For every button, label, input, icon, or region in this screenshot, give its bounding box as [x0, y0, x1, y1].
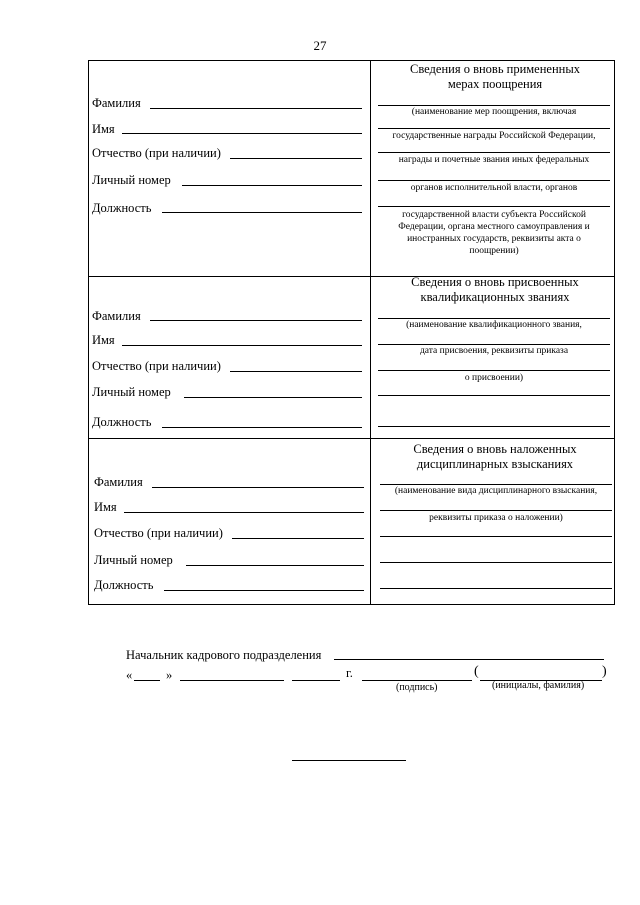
position-field[interactable]	[162, 427, 362, 428]
day-field[interactable]	[134, 680, 160, 681]
note-line: дата присвоения, реквизиты приказа	[419, 346, 569, 356]
entry-line[interactable]	[380, 510, 612, 511]
entry-line[interactable]	[378, 180, 610, 181]
entry-line[interactable]	[378, 318, 610, 319]
entry-line[interactable]	[378, 370, 610, 371]
section-title: Сведения о вновь примененных мерах поощрения	[409, 62, 580, 91]
entry-line[interactable]	[378, 344, 610, 345]
quote-close: »	[166, 668, 173, 682]
month-field[interactable]	[180, 680, 284, 681]
entry-line[interactable]	[378, 426, 610, 427]
head-label: Начальник кадрового подразделения	[126, 648, 322, 662]
personal-number-label: Личный номер	[92, 173, 171, 187]
surname-field[interactable]	[150, 320, 362, 321]
name-field[interactable]	[122, 345, 362, 346]
entry-line[interactable]	[378, 152, 610, 153]
patronymic-field[interactable]	[230, 158, 362, 159]
personal-number-field[interactable]	[182, 185, 362, 186]
section-title: Сведения о вновь наложенных дисциплинарных взысканиях	[413, 442, 577, 471]
entry-line[interactable]	[378, 128, 610, 129]
note-line: (наименование квалификационного звания,	[406, 320, 582, 330]
bottom-separator	[292, 760, 406, 761]
entry-line[interactable]	[380, 484, 612, 485]
note-line: (наименование мер поощрения, включая	[411, 107, 577, 117]
entry-line[interactable]	[378, 105, 610, 106]
section-title: Сведения о вновь присвоенных квалификационных званиях	[411, 275, 579, 304]
form-table	[88, 60, 615, 605]
personal-number-field[interactable]	[186, 565, 364, 566]
position-label: Должность	[92, 415, 152, 429]
initials-caption: (инициалы, фамилия)	[492, 680, 585, 691]
patronymic-field[interactable]	[232, 538, 364, 539]
patronymic-label: Отчество (при наличии)	[92, 359, 221, 373]
name-field[interactable]	[122, 133, 362, 134]
position-label: Должность	[94, 578, 154, 592]
position-label: Должность	[92, 201, 152, 215]
position-field[interactable]	[162, 212, 362, 213]
entry-line[interactable]	[380, 536, 612, 537]
note-line: органов исполнительной власти, органов	[410, 183, 578, 193]
year-field[interactable]	[292, 680, 340, 681]
name-label: Имя	[94, 500, 117, 514]
personal-number-field[interactable]	[184, 397, 362, 398]
name-label: Имя	[92, 333, 115, 347]
signature-field[interactable]	[362, 680, 472, 681]
name-field[interactable]	[124, 512, 364, 513]
surname-label: Фамилия	[92, 309, 141, 323]
surname-label: Фамилия	[92, 96, 141, 110]
page-number: 27	[313, 38, 327, 53]
personal-number-label: Личный номер	[92, 385, 171, 399]
surname-label: Фамилия	[94, 475, 143, 489]
note-line: о присвоении)	[464, 373, 524, 383]
surname-field[interactable]	[152, 487, 364, 488]
column-divider	[370, 60, 371, 605]
name-label: Имя	[92, 122, 115, 136]
note-line: награды и почетные звания иных федеральных	[398, 155, 590, 165]
patronymic-label: Отчество (при наличии)	[92, 146, 221, 160]
entry-line[interactable]	[380, 588, 612, 589]
year-suffix: г.	[346, 666, 353, 680]
section-divider-2	[88, 438, 615, 439]
quote-open: «	[126, 668, 133, 682]
surname-field[interactable]	[150, 108, 362, 109]
entry-line[interactable]	[378, 206, 610, 207]
position-field[interactable]	[164, 590, 364, 591]
signature-caption: (подпись)	[396, 682, 438, 693]
note-block: государственной власти субъекта Российской Федерации, органа местного самоуправления и иностранных государств, реквизиты акта о поощрении)	[398, 210, 590, 256]
patronymic-label: Отчество (при наличии)	[94, 526, 223, 540]
note-line: государственные награды Российской Федерации,	[392, 131, 596, 141]
paren-close: )	[602, 664, 607, 679]
entry-line[interactable]	[378, 395, 610, 396]
head-field[interactable]	[334, 659, 604, 660]
patronymic-field[interactable]	[230, 371, 362, 372]
note-line: реквизиты приказа о наложении)	[429, 513, 563, 523]
personal-number-label: Личный номер	[94, 553, 173, 567]
entry-line[interactable]	[380, 562, 612, 563]
note-line: (наименование вида дисциплинарного взыскания,	[394, 486, 598, 496]
paren-open: (	[474, 664, 479, 679]
